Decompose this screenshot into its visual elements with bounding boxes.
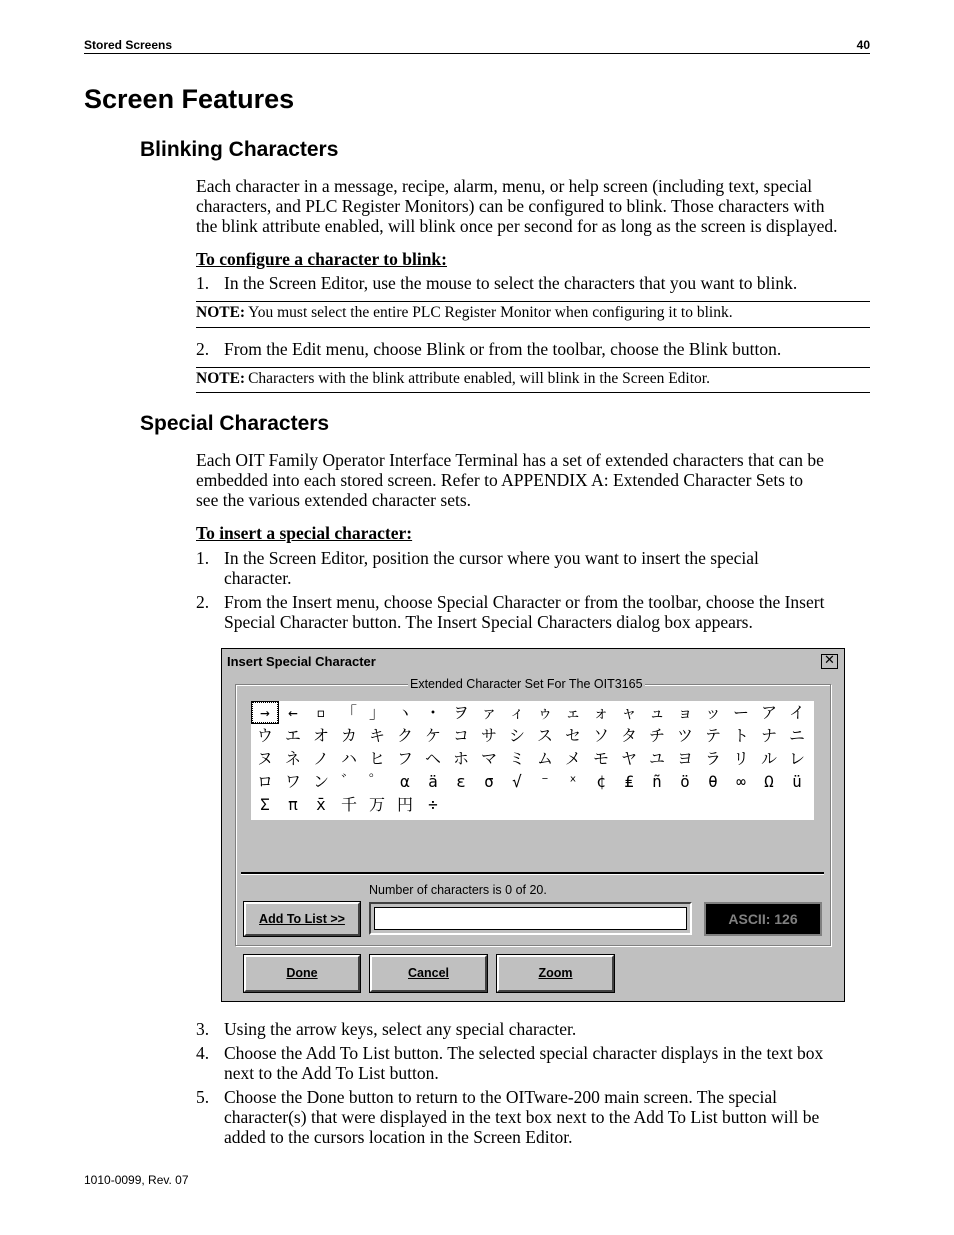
character-cell[interactable]: レ (788, 749, 805, 768)
character-cell[interactable]: ホ (452, 749, 469, 768)
done-label: Done (286, 966, 318, 980)
character-cell[interactable]: メ (564, 749, 581, 768)
character-cell[interactable]: ァ (480, 703, 497, 722)
character-cell[interactable]: σ (484, 772, 494, 791)
step-line: next to the Add To List button. (224, 1063, 439, 1083)
step-number: 1. (196, 273, 210, 293)
character-cell[interactable]: ¢ (596, 772, 606, 791)
character-cell[interactable]: ⁻ (540, 772, 550, 791)
dialog-separator (241, 872, 824, 875)
character-cell[interactable]: π (288, 795, 298, 814)
done-button[interactable] (244, 955, 360, 992)
note-rule-top (196, 367, 870, 368)
step-number: 3. (196, 1019, 210, 1039)
selected-characters-field[interactable] (369, 902, 692, 935)
note-2 (196, 370, 710, 388)
character-cell[interactable]: ミ (508, 749, 525, 768)
running-header: Stored Screens (84, 38, 173, 52)
cancel-button[interactable] (370, 955, 487, 992)
character-cell[interactable]: ˣ (568, 772, 578, 791)
character-cell[interactable]: ネ (284, 749, 301, 768)
character-cell[interactable]: ÷ (428, 795, 438, 814)
character-cell[interactable]: ナ (760, 726, 777, 745)
character-cell[interactable]: ャ (620, 703, 637, 722)
character-cell[interactable]: 」 (368, 703, 385, 722)
character-cell[interactable]: ヤ (620, 749, 637, 768)
character-cell[interactable]: θ (708, 772, 718, 791)
step-text: In the Screen Editor, use the mouse to select the characters that you want to blink. (224, 273, 798, 293)
character-cell[interactable]: ワ (284, 772, 301, 791)
step-line: Choose the Done button to return to the OITware-200 main screen. The special (224, 1087, 777, 1107)
step-line: Choose the Add To List button. The selected special character displays in the text box (224, 1043, 824, 1063)
character-cell[interactable]: ツ (676, 726, 693, 745)
cancel-label: Cancel (408, 966, 449, 980)
character-cell[interactable]: ▫ (316, 703, 326, 722)
character-cell[interactable]: ・ (424, 703, 441, 722)
special-paragraph-line-3: see the various extended character sets. (196, 490, 472, 510)
note-text: You must select the entire PLC Register Monitor when configuring it to blink. (248, 304, 733, 321)
character-cell[interactable]: ス (536, 726, 553, 745)
character-cell[interactable]: ォ (592, 703, 609, 722)
character-cell[interactable]: 千 (340, 795, 357, 814)
character-cell[interactable]: ニ (788, 726, 805, 745)
step-number: 5. (196, 1087, 210, 1107)
blinking-heading: Blinking Characters (140, 138, 339, 161)
character-cell[interactable]: ウ (256, 726, 273, 745)
character-cell[interactable]: シ (508, 726, 525, 745)
step-line: character(s) that were displayed in the text box next to the Add To List button will be (224, 1107, 820, 1127)
blinking-paragraph-line-2: characters, and PLC Register Monitors) can be configured to blink. Those characters with (196, 196, 825, 216)
special-paragraph-line-2: embedded into each stored screen. Refer to APPENDIX A: Extended Character Sets to (196, 470, 803, 490)
zoom-label: Zoom (538, 966, 573, 980)
character-cell[interactable]: x̄ (316, 795, 326, 814)
character-cell[interactable]: モ (592, 749, 609, 768)
character-cell[interactable]: ィ (508, 703, 525, 722)
character-cell[interactable]: 「 (340, 703, 357, 722)
character-cell[interactable]: オ (312, 726, 329, 745)
note-1 (196, 304, 733, 322)
step-text: From the Edit menu, choose Blink or from the toolbar, choose the Blink button. (224, 339, 782, 359)
character-cell[interactable]: フ (396, 749, 413, 768)
character-cell[interactable]: ヘ (424, 749, 441, 768)
character-cell[interactable]: → (251, 701, 279, 724)
character-cell[interactable]: ソ (592, 726, 609, 745)
step-number: 1. (196, 548, 210, 568)
note-text: Characters with the blink attribute enabled, will blink in the Screen Editor. (248, 370, 710, 387)
header-rule (84, 53, 870, 54)
character-cell[interactable]: ラ (704, 749, 721, 768)
step-number: 2. (196, 592, 210, 612)
character-cell[interactable]: カ (340, 726, 357, 745)
character-cell[interactable]: ゛ (340, 772, 357, 791)
character-cell[interactable]: ヨ (676, 749, 693, 768)
note-label: NOTE: (196, 304, 246, 321)
step-text (224, 548, 874, 588)
character-cell[interactable]: ル (760, 749, 777, 768)
character-cell[interactable]: ケ (424, 726, 441, 745)
character-cell[interactable]: キ (368, 726, 385, 745)
character-cell[interactable]: ゜ (368, 772, 385, 791)
character-cell[interactable]: ン (312, 772, 329, 791)
character-cell[interactable]: ト (732, 726, 749, 745)
character-cell[interactable]: ョ (676, 703, 693, 722)
step-line: added to the cursors location in the Screen Editor. (224, 1127, 573, 1147)
character-cell[interactable]: コ (452, 726, 469, 745)
character-cell[interactable]: タ (620, 726, 637, 745)
dialog-title-bar (222, 649, 844, 675)
character-cell[interactable]: ク (396, 726, 413, 745)
note-rule-bottom (196, 327, 870, 328)
step-text (224, 1043, 874, 1083)
blinking-paragraph-line-1: Each character in a message, recipe, alarm, menu, or help screen (including text, special (196, 176, 813, 196)
ascii-readout: ASCII: 126 (704, 902, 822, 936)
character-cell[interactable]: ヌ (256, 749, 273, 768)
page-number: 40 (856, 38, 870, 52)
special-heading: Special Characters (140, 412, 330, 435)
dialog-title: Insert Special Character (227, 654, 376, 669)
character-cell[interactable]: ユ (648, 749, 665, 768)
character-cell[interactable]: 円 (396, 795, 413, 814)
character-cell[interactable]: ー (732, 703, 749, 722)
character-cell[interactable]: ム (536, 749, 553, 768)
character-cell[interactable]: ェ (564, 703, 581, 722)
step-line: From the Insert menu, choose Special Character or from the toolbar, choose the Insert (224, 592, 825, 612)
step-text (224, 592, 874, 632)
character-cell[interactable]: ε (456, 772, 466, 791)
character-cell[interactable]: マ (480, 749, 497, 768)
note-rule-top (196, 301, 870, 302)
blinking-paragraph (196, 176, 876, 236)
character-cell[interactable]: セ (564, 726, 581, 745)
character-count: Number of characters is 0 of 20. (369, 883, 547, 897)
step-line: In the Screen Editor, position the cursor where you want to insert the special (224, 548, 759, 568)
character-cell[interactable]: ュ (648, 703, 665, 722)
character-cell[interactable]: 万 (368, 795, 385, 814)
character-cell[interactable]: α (400, 772, 410, 791)
character-cell[interactable]: ノ (312, 749, 329, 768)
character-cell[interactable]: ッ (704, 703, 721, 722)
add-to-list-label: Add To List >> (259, 912, 345, 926)
character-cell[interactable]: ゥ (536, 703, 553, 722)
character-cell[interactable]: √ (512, 772, 522, 791)
step-line: Using the arrow keys, select any special character. (224, 1019, 577, 1039)
character-cell[interactable]: サ (480, 726, 497, 745)
character-cell[interactable]: ü (792, 772, 802, 791)
character-cell[interactable]: ñ (652, 772, 662, 791)
character-cell[interactable]: ヽ (396, 703, 413, 722)
character-cell[interactable]: ヲ (452, 703, 469, 722)
zoom-button[interactable] (497, 955, 614, 992)
character-cell[interactable]: ロ (256, 772, 273, 791)
character-cell[interactable]: ₤ (624, 772, 634, 791)
insert-procedure-heading: To insert a special character: (196, 523, 413, 543)
character-cell[interactable]: ア (760, 703, 777, 722)
blink-procedure-heading: To configure a character to blink: (196, 249, 447, 269)
group-label: Extended Character Set For The OIT3165 (410, 677, 643, 691)
note-label: NOTE: (196, 370, 246, 387)
blinking-paragraph-line-3: the blink attribute enabled, will blink once per second for as long as the screen is displayed. (196, 216, 838, 236)
character-cell[interactable]: ö (680, 772, 690, 791)
insert-special-character-dialog (221, 648, 845, 1002)
character-cell[interactable]: チ (648, 726, 665, 745)
note-rule-bottom (196, 392, 870, 393)
step-number: 4. (196, 1043, 210, 1063)
character-cell[interactable]: ∞ (736, 772, 746, 791)
close-icon[interactable]: ✕ (821, 654, 838, 669)
character-cell[interactable]: エ (284, 726, 301, 745)
character-cell[interactable]: ← (288, 703, 298, 722)
character-cell[interactable]: テ (704, 726, 721, 745)
page-title: Screen Features (84, 84, 295, 114)
step-number: 2. (196, 339, 210, 359)
character-cell[interactable]: ヒ (368, 749, 385, 768)
footer-doc-id: 1010-0099, Rev. 07 (84, 1173, 189, 1187)
character-cell[interactable]: ä (428, 772, 438, 791)
step-line: character. (224, 568, 292, 588)
add-to-list-button[interactable] (244, 902, 360, 936)
special-paragraph (196, 450, 876, 510)
selected-characters-input[interactable] (374, 907, 687, 930)
step-text (224, 1087, 874, 1147)
step-line: Special Character button. The Insert Special Characters dialog box appears. (224, 612, 753, 632)
character-cell[interactable]: イ (788, 703, 805, 722)
character-cell[interactable]: Σ (260, 795, 270, 814)
step-text (224, 1019, 874, 1039)
character-cell[interactable]: リ (732, 749, 749, 768)
special-paragraph-line-1: Each OIT Family Operator Interface Terminal has a set of extended characters that can be (196, 450, 824, 470)
character-grid[interactable] (251, 701, 814, 820)
character-cell[interactable]: ハ (340, 749, 357, 768)
character-cell[interactable]: Ω (764, 772, 774, 791)
